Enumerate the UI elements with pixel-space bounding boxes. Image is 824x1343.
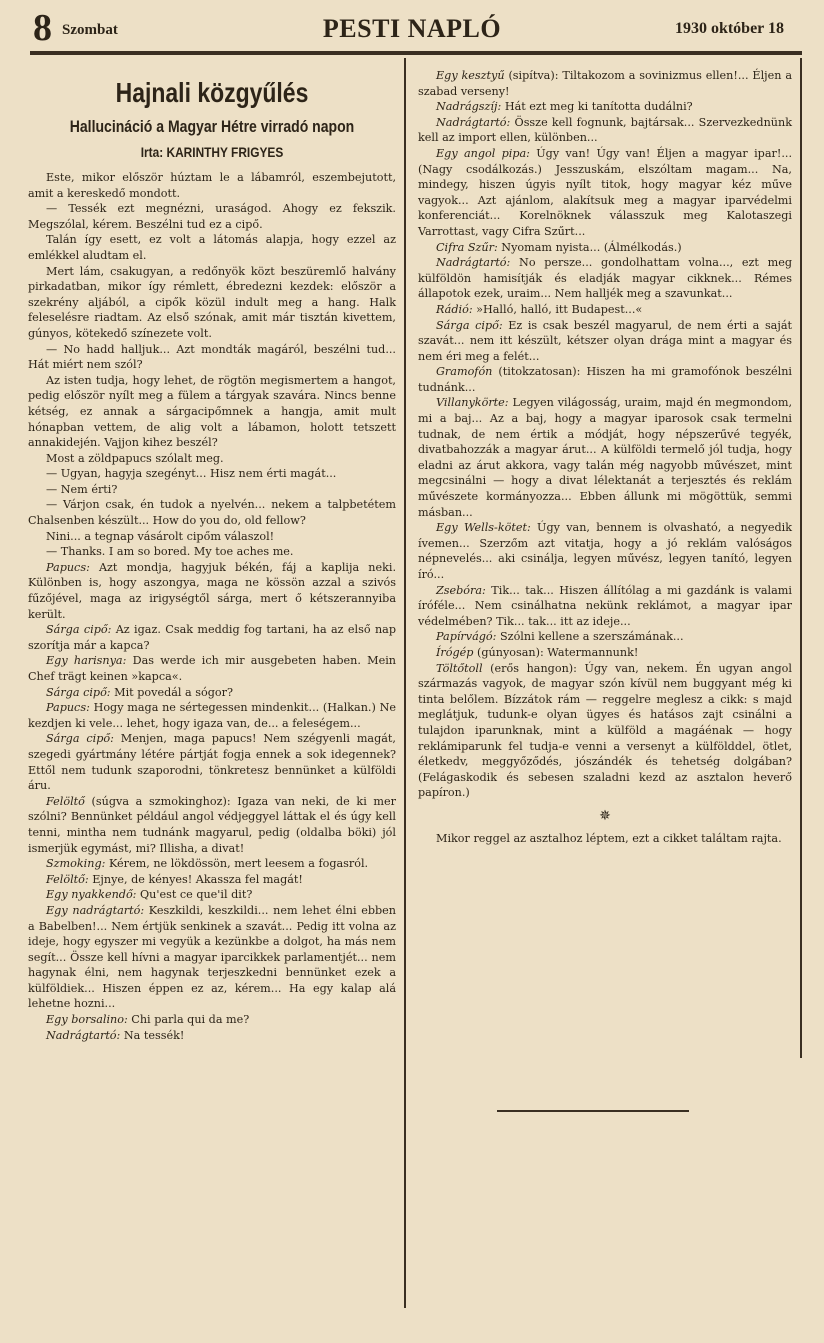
paragraph-text: — Tessék ezt megnézni, uraságod. Ahogy ez fekszik. Megszólal, kérem. Beszélni tud ez a cipő. (28, 202, 396, 231)
paragraph-text: (sipítva): Tiltakozom a sovinizmus ellen!... Éljen a szabad verseny! (418, 69, 792, 98)
speaker-label: Cifra Szűr: (436, 240, 498, 254)
paragraph-text: Chi parla qui da me? (127, 1013, 250, 1027)
speaker-label: Sárga cipő: (46, 732, 114, 746)
speaker-label: Rádió: (436, 302, 473, 316)
article-byline: Irta: KARINTHY FRIGYES (140, 144, 284, 160)
page-number: 8 (33, 7, 52, 49)
paragraph (28, 856, 396, 872)
paragraph (28, 170, 396, 201)
speaker-label: Papírvágó: (436, 630, 497, 644)
speaker-label: Írógép (436, 645, 474, 659)
paragraph-text: Az igaz. Csak meddig fog tartani, ha az első nap szorítja már a kapca? (28, 623, 396, 652)
paragraph (28, 482, 396, 498)
paragraph-text: Na tessék! (120, 1028, 185, 1042)
left-body (28, 170, 396, 1043)
paragraph (418, 146, 792, 240)
paragraph (418, 302, 792, 318)
speaker-label: Egy nyakkendő: (46, 888, 137, 902)
closing-paragraph: Mikor reggel az asztalhoz léptem, ezt a cikket találtam rajta. (436, 831, 782, 845)
paragraph (28, 653, 396, 684)
paragraph-text: Tik... tak... Hiszen állítólag a mi gazdánk is valami íróféle... Nem csinálhatna nekünk reklámot, a magyar ipar védelmében? Tik... tak... itt az ideje... (418, 583, 792, 628)
paragraph-text: Azt mondja, hagyjuk békén, fáj a kaplija neki. Különben is, hogy aszongya, maga ne kössön azzal a szivós fűzőjével, maga az irigységtől sárga, mert ő kétszerannyiba került. (28, 560, 396, 621)
speaker-label: Felöltő: (46, 872, 89, 886)
paragraph-text: (súgva a szmokinghoz): Igaza van neki, de ki mer szólni? Bennünket például angol védjeggyel láttak el és úgy kell tenni, mintha nem tudnánk magyarul, pedig (oldalba böki) jól ismerjük egymást, mi? Illisha, a divat! (28, 794, 396, 855)
paragraph (28, 903, 396, 1012)
paragraph (28, 560, 396, 622)
speaker-label: Egy kesztyű (436, 69, 505, 82)
paragraph (418, 99, 792, 115)
paragraph-text: — Ugyan, hagyja szegényt... Hisz nem érti magát... (46, 467, 337, 481)
speaker-label: Egy nadrágtartó: (46, 903, 145, 917)
paragraph (418, 661, 792, 801)
paragraph (28, 466, 396, 482)
speaker-label: Töltőtoll (436, 661, 483, 675)
paragraph-text: Das werde ich mir ausgebeten haben. Mein Chef trägt keinen »kapca«. (28, 654, 397, 683)
paragraph (418, 364, 792, 395)
paragraph (418, 318, 792, 365)
speaker-label: Felöltő (46, 794, 85, 808)
paragraph (418, 645, 792, 661)
weekday: Szombat (62, 22, 118, 38)
paragraph (28, 794, 396, 856)
paragraph-text: Nini... a tegnap vásárolt cipőm válaszol! (46, 529, 275, 543)
article-title: Hajnali közgyűlés (115, 77, 309, 108)
paragraph-text: Úgy van! Úgy van! Éljen a magyar ipar!... (Nagy csodálkozás.) Jesszuskám, elszóltam magam... Na, mindegy, hiszen úgyis nyílt titok, hogy magyar kéz műve vagyok... Azt ajánlom, alakítsuk meg a magyar iparvédelmi konferenciát... Korelnöknek válasszuk meg Kalotaszegi Varrottast, vagy Cifra Szűrt... (418, 146, 793, 238)
speaker-label: Sárga cipő: (436, 318, 503, 332)
speaker-label: Papucs: (46, 560, 90, 574)
paragraph-text: Hogy maga ne sértegessen mindenkit... (Halkan.) Ne kezdjen ki vele... lehet, hogy igaza van, de... a feleségem... (28, 701, 396, 730)
speaker-label: Szmoking: (46, 857, 106, 871)
paragraph-text: Ejnye, de kényes! Akassza fel magát! (88, 872, 303, 886)
paragraph-text: Qu'est ce que'il dit? (136, 888, 253, 902)
speaker-label: Gramofón (436, 365, 493, 379)
paragraph (418, 255, 792, 302)
paragraph (28, 872, 396, 888)
speaker-label: Nadrágtartó: (436, 115, 511, 129)
article-column-right (418, 68, 792, 846)
paragraph (28, 700, 396, 731)
paragraph-text: Kérem, ne lökdössön, mert leesem a fogasról. (105, 857, 369, 871)
paragraph (28, 1028, 396, 1044)
paragraph (418, 68, 792, 99)
paragraph (28, 544, 396, 560)
paragraph (418, 240, 792, 256)
paragraph (418, 115, 792, 146)
paragraph-text: — Várjon csak, én tudok a nyelvén... nekem a talpbetétem Chalsenben készült... How do you do, old fellow? (28, 498, 396, 528)
header-rule (30, 51, 802, 55)
paragraph (28, 497, 396, 528)
paragraph-text: »Halló, halló, itt Budapest...« (472, 302, 643, 316)
speaker-label: Sárga cipő: (46, 685, 111, 699)
speaker-label: Nadrágszíj: (436, 100, 502, 114)
paragraph-text: Hát ezt meg ki tanította dudálni? (501, 100, 693, 114)
issue-date: 1930 október 18 (674, 20, 784, 37)
paragraph-text: No persze... gondolhattam volna..., ezt meg külföldön hamisítják és eladják magyar cikknek... Rémes állapotok ezek, uraim... Nem halljék meg a szavunkat... (418, 256, 792, 301)
paragraph (28, 529, 396, 545)
speaker-label: Egy borsalino: (46, 1013, 128, 1027)
paragraph (28, 1012, 396, 1028)
paragraph (28, 342, 396, 373)
end-rule (497, 1110, 689, 1112)
paragraph-text: Este, mikor először húztam le a lábamról, eszembejutott, amit a kereskedő mondott. (28, 171, 396, 200)
speaker-label: Egy Wells-kötet: (436, 521, 531, 535)
paragraph-text: Talán így esett, ez volt a látomás alapja, hogy ezzel az emlékkel aludtam el. (28, 233, 396, 262)
paragraph (418, 520, 792, 582)
paragraph-text: — Thanks. I am so bored. My toe aches me. (46, 545, 294, 559)
right-body (418, 68, 792, 801)
speaker-label: Papucs: (46, 701, 90, 715)
paragraph-text: Ez is csak beszél magyarul, de nem érti a saját szavát... nem itt készült, kétszer olyan drága mint a magyar és nem éri meg a felét... (418, 318, 792, 363)
paragraph (418, 629, 792, 645)
paragraph-text: (gúnyosan): Watermannunk! (473, 645, 639, 659)
paragraph (28, 622, 396, 653)
paragraph (28, 201, 396, 232)
article-subtitle: Hallucináció a Magyar Hétre virradó napon (69, 118, 355, 136)
paragraph (28, 451, 396, 467)
speaker-label: Villanykörte: (436, 396, 509, 410)
section-separator-icon: ✵ (599, 807, 611, 824)
masthead: PESTI NAPLÓ (322, 14, 502, 43)
speaker-label: Egy angol pipa: (436, 146, 530, 160)
paragraph (28, 264, 396, 342)
paragraph-text: (erős hangon): Úgy van, nekem. Én ugyan angol származás vagyok, de magyar szón kívül nem buggyant még ki tinta belőlem. Bízzátok rám — reggelre meglesz a cikk: s majd meglátjuk, tudunk-e olyan ügyes és hatásos zajt csinálni a tulajdon iparunknak, mint a külföld a magáénak — hogy reklámiparunk fel tudja-e venni a versenyt a külfölddel, ötlet, életkedv, meggyőződés, jószándék és tehetség dolgában? (Felágaskodik és sebesen szaladni kezd az asztalon heverő papíron.) (418, 661, 792, 800)
paragraph-text: (titokzatosan): Hiszen ha mi gramofónok beszélni tudnánk... (418, 365, 792, 394)
paragraph (28, 373, 396, 451)
speaker-label: Sárga cipő: (46, 623, 112, 637)
speaker-label: Egy harisnya: (46, 654, 127, 668)
paragraph (28, 887, 396, 903)
paragraph-text: Össze kell fognunk, bajtársak... Szervezkednünk kell az import ellen, különben... (418, 115, 792, 145)
paragraph-text: — No hadd halljuk... Azt mondták magáról, beszélni tud... Hát miért nem szól? (28, 342, 396, 372)
speaker-label: Zsebóra: (436, 583, 486, 597)
paragraph-text: Menjen, maga papucs! Nem szégyenli magát, szegedi gyártmány létére pártját fogja ennek a sok idegennek? Ettől nem tudunk szaporodni, tönkretesz bennünket a külföldi áru. (28, 732, 396, 793)
paragraph-text: Keszkildi, keszkildi... nem lehet élni ebben a Babelben!... Nem értjük senkinek a szavát... Pedig itt volna az ideje, hogy egyszer mi vegyük a kezünkbe a dolgot, ha más nem segít... Össze kell hívni a magyar iparcikkek parlamentjét... nem hagynak élni, nem hagynak terjeszkedni bennünket ezek a külföldiek... Hiszen éppen ez az, kérem... Ha egy kalap alá lehetne hozni... (28, 903, 396, 1011)
paragraph (28, 731, 396, 793)
paragraph-text: Szólni kellene a szerszámának... (496, 630, 684, 644)
column-divider (404, 58, 406, 1308)
paragraph-text: Az isten tudja, hogy lehet, de rögtön megismertem a hangot, pedig először nyílt meg a fülem a tárgyak szavára. Nincs benne kétség, ez annak a sárgacipőmnek a hangja, amit mult hónapban vettem, de alig volt a lábamon, holott tetszett annakidején. Vajjon kihez beszél? (28, 373, 396, 450)
paragraph-text: — Nem érti? (46, 482, 118, 496)
paragraph-text: Legyen világosság, uraim, majd én megmondom, mi a baj... Az a baj, hogy a magyar iparosok csak termelni tudnak, de nem értik a módját, hogy népszerűvé tegyék, divatbahozzák a magyar árut... A külföldi termelő jól tudja, hogy eladni az árut akkora, vagy talán még nagyobb művészet, mint megcsinálni — hogy a divat lélektanát a terjesztés és reklám művészete kormányozza... Ebben állunk mi mögöttük, semmi másban... (418, 396, 792, 519)
paragraph (418, 395, 792, 520)
page-header (0, 0, 824, 60)
paragraph-text: Most a zöldpapucs szólalt meg. (46, 451, 224, 465)
paragraph-text: Nyomam nyista... (Álmélkodás.) (497, 240, 682, 254)
paragraph (28, 685, 396, 701)
paragraph-text: Mit povedál a sógor? (110, 685, 233, 699)
speaker-label: Nadrágtartó: (46, 1028, 121, 1042)
paragraph (418, 583, 792, 630)
paragraph-text: Mert lám, csakugyan, a redőnyök közt beszüremlő halvány pirkadatban, mikor így rémlett, ébredezni kezdek: először a szekrény aljából, a cipők közül indult meg a hang. Halk feleselésre riadtam. Az első szónak, amit már tisztán kivettem, gúnyos, kötekedő színezete volt. (28, 264, 396, 340)
article-column-left (28, 72, 396, 1043)
paragraph (28, 232, 396, 263)
speaker-label: Nadrágtartó: (436, 256, 511, 270)
column-divider-right (800, 58, 802, 1058)
paragraph-text: Úgy van, bennem is olvasható, a negyedik ívemen... Szerzőm azt vitatja, hogy a jó reklám valóságos népnevelés... aki csinálja, legyen művész, legyen tanító, legyen író... (418, 521, 792, 581)
